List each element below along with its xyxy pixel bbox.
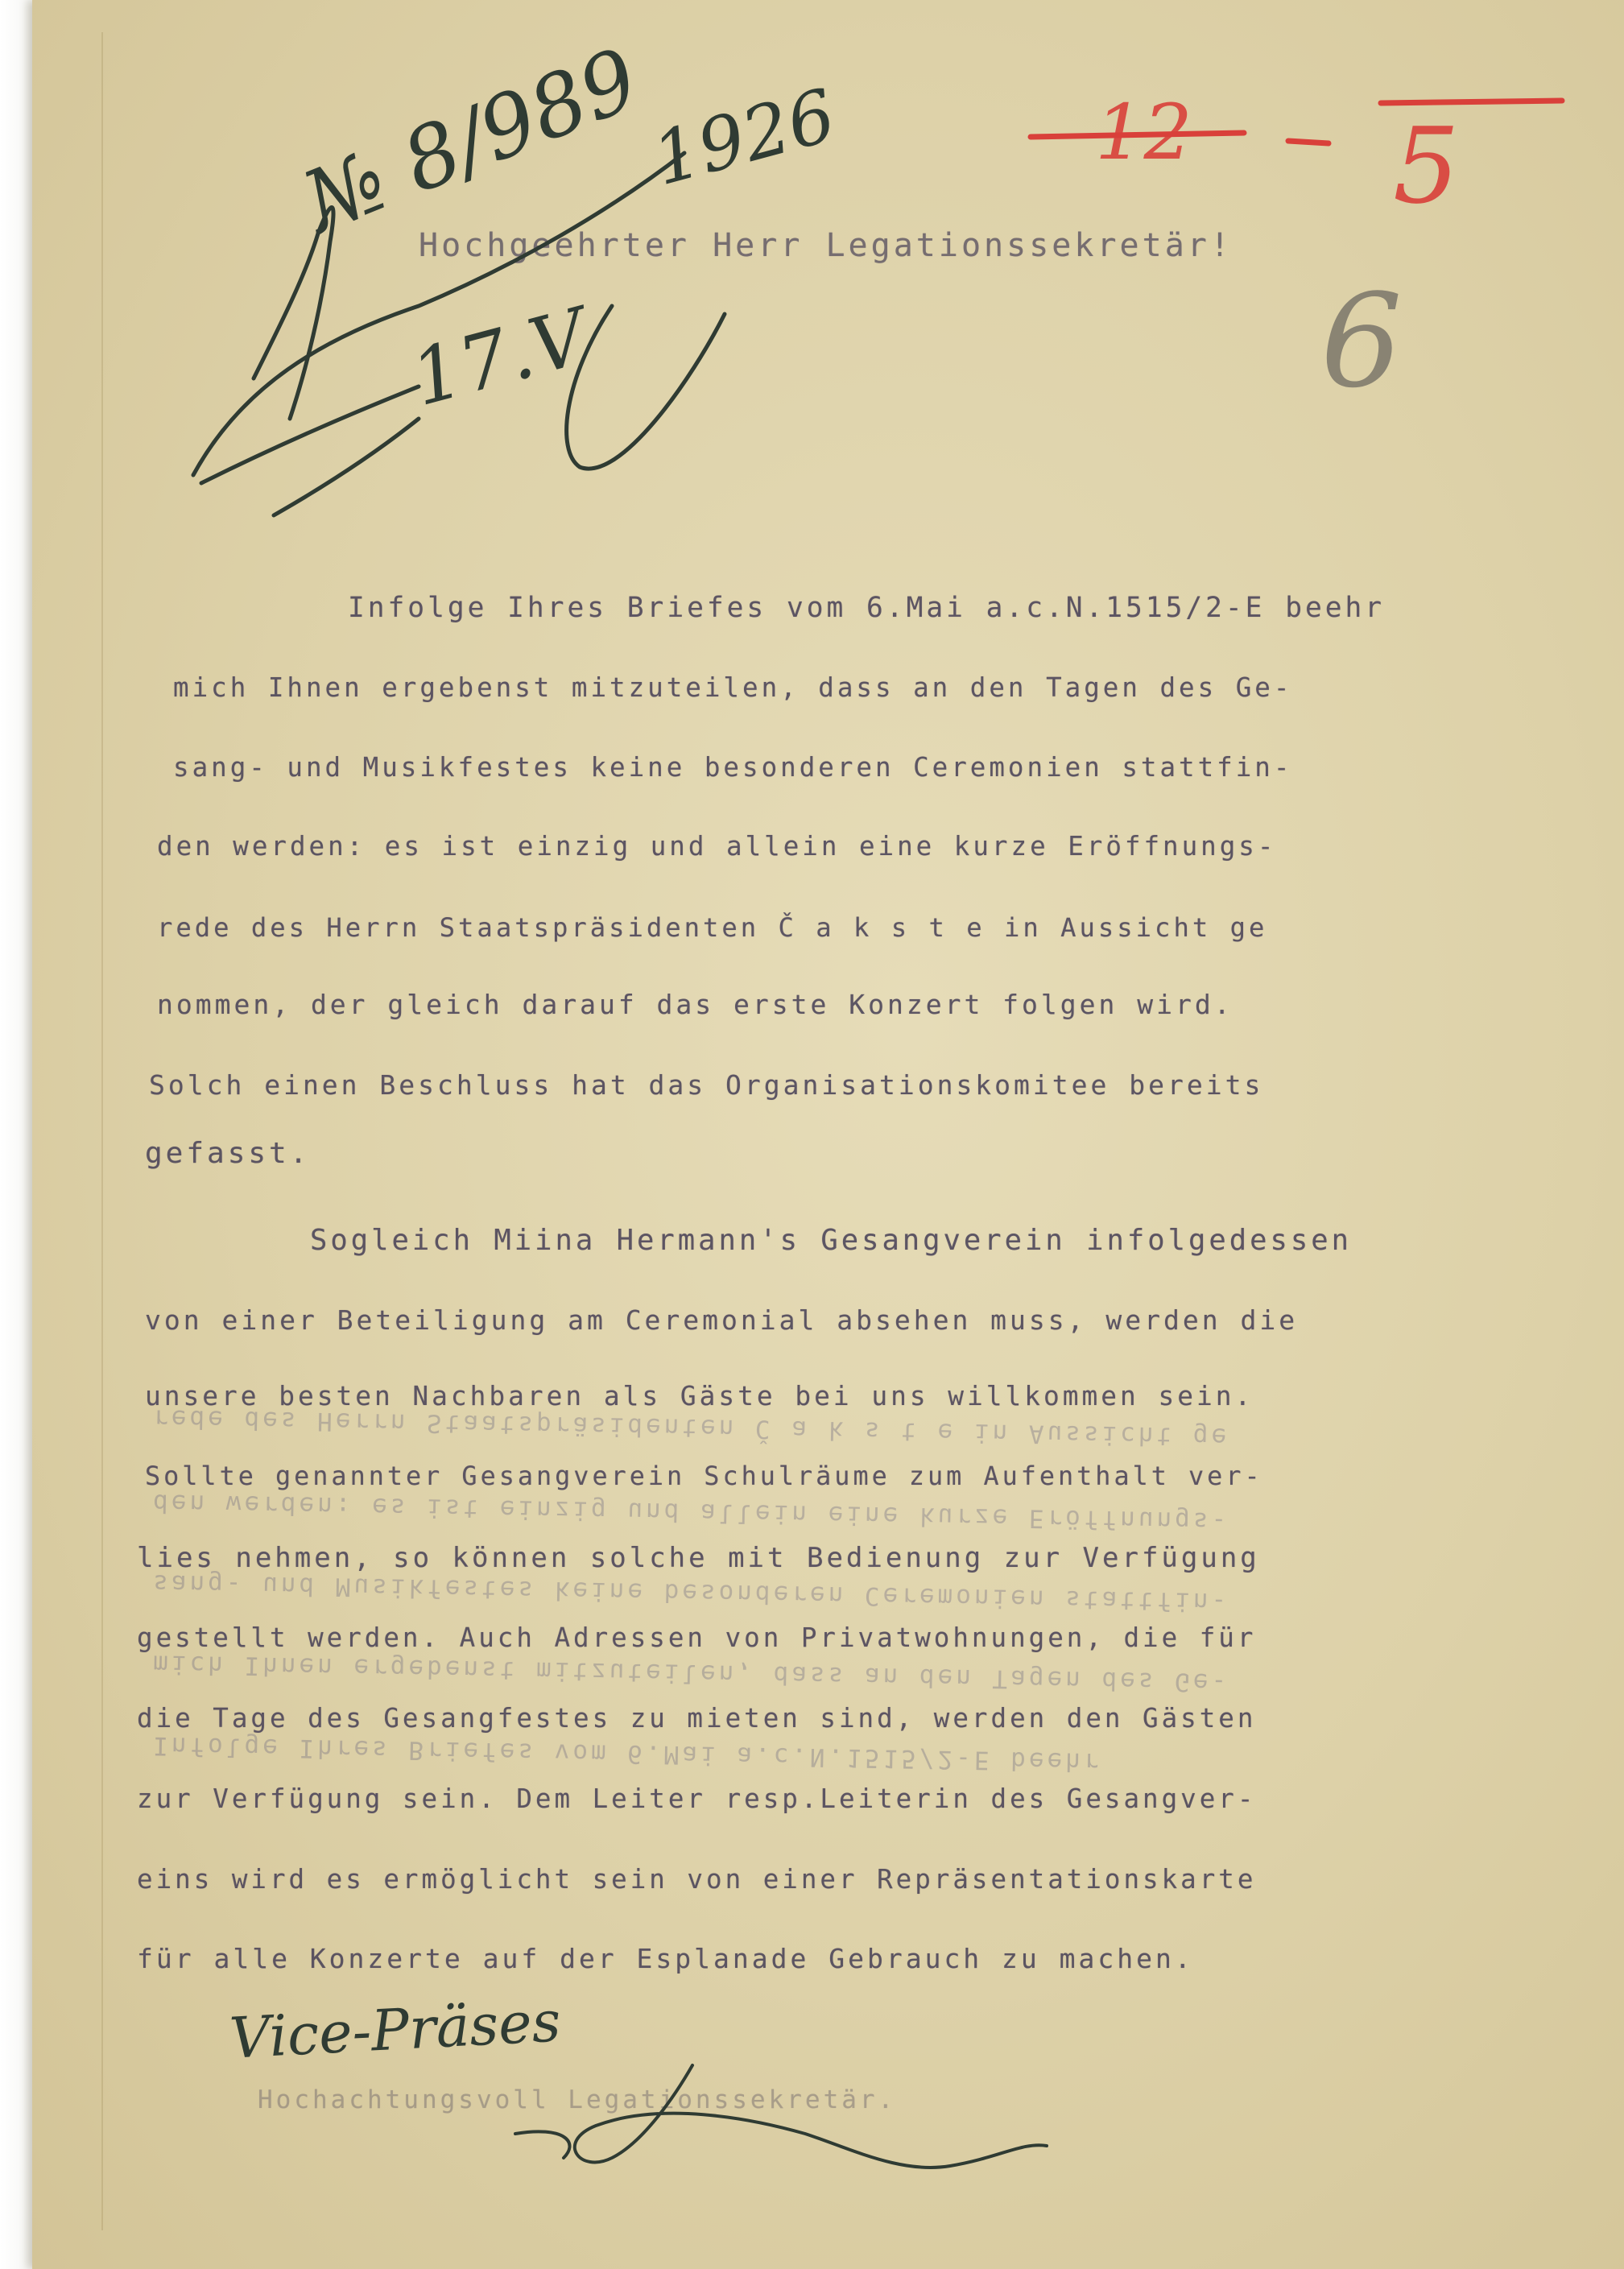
paragraph-2-line: lies nehmen, so können solche mit Bedienung zur Verfügung (137, 1542, 1260, 1574)
paragraph-2-line: von einer Beteiligung am Ceremonial absehen muss, werden die (145, 1304, 1299, 1336)
bleed-through-ghost: sang- und Musikfestes keine besonderen Ceremonien stattfin- (152, 1568, 1230, 1617)
registry-date: 17.V (403, 292, 597, 424)
paragraph-2-line: eins wird es ermöglicht sein von einer Repräsentationskarte (137, 1864, 1257, 1895)
bleed-through-ghost: Infolge Ihres Briefes vom 6.Mai a.c.N.1515/2-E beehr (152, 1730, 1102, 1777)
paragraph-1-line: rede des Herrn Staatspräsidenten Č a k s t e in Aussicht ge (157, 912, 1268, 943)
bleed-through-ghost: mich Ihnen ergebenst mitzuteilen, dass an den Tagen des Ge- (152, 1649, 1230, 1697)
registry-year: 1926 (644, 72, 845, 203)
pencil-number: 6 (1320, 266, 1403, 416)
paragraph-1-line: gefasst. (145, 1137, 311, 1170)
paragraph-1-line: den werden: es ist einzig und allein eine kurze Eröffnungs- (157, 831, 1277, 862)
salutation: Hochgeehrter Herr Legationssekretär! (419, 227, 1233, 264)
paragraph-2-line: unsere besten Nachbaren als Gäste bei uns willkommen sein. (145, 1381, 1254, 1411)
paragraph-2-line: Sollte genannter Gesangverein Schulräume zum Aufenthalt ver- (145, 1461, 1263, 1491)
red-page-number: 5 (1393, 105, 1460, 227)
bleed-through-ghost: den werden: es ist einzig und allein eine kurze Eröffnungs- (152, 1488, 1230, 1536)
paragraph-1-line: Solch einen Beschluss hat das Organisationskomitee bereits (149, 1069, 1264, 1101)
red-struck-number: 12 (1095, 89, 1192, 177)
paragraph-2-line: Sogleich Miina Hermann's Gesangverein infolgedessen (310, 1224, 1353, 1257)
paragraph-1-line: nommen, der gleich darauf das erste Konzert folgen wird. (157, 989, 1233, 1020)
signature-title: Vice-Präses (228, 1988, 563, 2072)
paragraph-1-line: mich Ihnen ergebenst mitzuteilen, dass an den Tagen des Ge- (173, 672, 1293, 703)
signature-scribble (515, 2065, 1047, 2168)
paragraph-2-line: die Tage des Gesangfestes zu mieten sind, werden den Gästen (137, 1703, 1257, 1734)
closing-faint: Hochachtungsvoll Legationssekretär. (258, 2085, 897, 2114)
paragraph-2-line: für alle Konzerte auf der Esplanade Gebrauch zu machen. (137, 1943, 1194, 1974)
paragraph-1-line: sang- und Musikfestes keine besonderen Ceremonien stattfin- (173, 752, 1293, 783)
paragraph-1-line: Infolge Ihres Briefes vom 6.Mai a.c.N.1515/2-E beehr (348, 592, 1386, 624)
paragraph-2-line: gestellt werden. Auch Adressen von Privatwohnungen, die für (137, 1622, 1257, 1653)
bleed-through-ghost: rede des Herrn Staatspräsidenten Č a k s t e in Aussicht ge (152, 1403, 1230, 1452)
registry-number: № 8/989 (290, 29, 652, 253)
paragraph-2-line: zur Verfügung sein. Dem Leiter resp.Leiterin des Gesangver- (137, 1783, 1257, 1814)
